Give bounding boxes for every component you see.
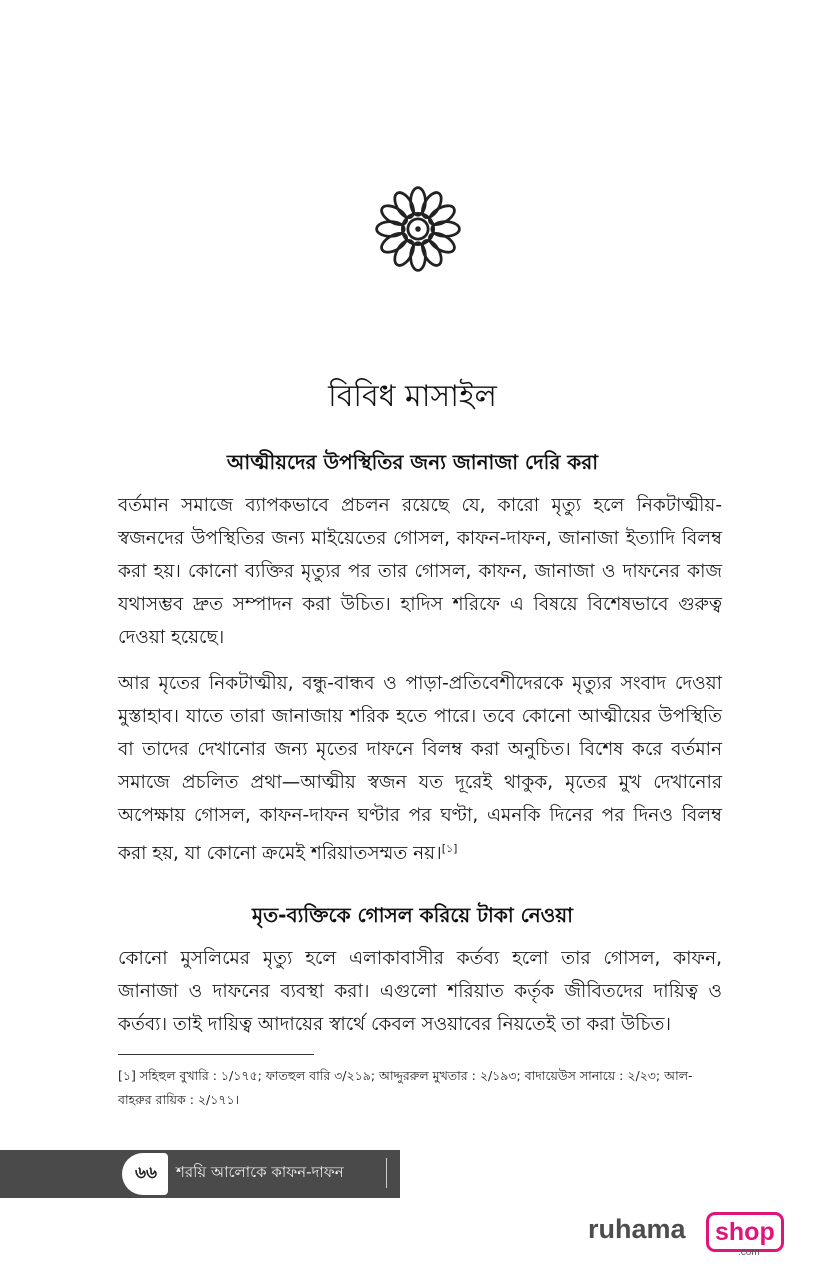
footnote-marker[interactable]: [১] [441, 842, 458, 855]
footnote: [১] সহিহুল বুখারি : ১/১৭৫; ফাতহুল বারি ৩/২১৯; আদ্দুররুল মুখতার : ২/১৯৩; বাদায়েউস সানায়ে : ২/২৩; আল-বাহরুর রায়িক : ২/১৭১। [118, 1068, 693, 1107]
paragraph-2 [118, 667, 722, 870]
logo-ruhama-text: ruhama [588, 1214, 686, 1244]
logo-com-text: .com [738, 1247, 760, 1258]
footnote-divider [118, 1054, 314, 1055]
footer-separator [386, 1158, 387, 1188]
ruhamashop-logo [588, 1210, 778, 1260]
book-title: শরয়ি আলোকে কাফন-দাফন [176, 1163, 344, 1181]
section-title-paid-washing: মৃত-ব্যক্তিকে গোসল করিয়ে টাকা নেওয়া [252, 903, 573, 927]
page-number: ৬৬ [134, 1163, 158, 1183]
paragraph-2-text: আর মৃতের নিকটাত্মীয়, বন্ধু-বান্ধব ও পাড়া-প্রতিবেশীদেরকে মৃত্যুর সংবাদ দেওয়া মুস্তাহাব। যাতে তারা জানাজায় শরিক হতে পারে। তবে কোনো আত্মীয়ের উপস্থিতি বা তাদের দেখানোর জন্য মৃতের দাফনে বিলম্ব করা অনুচিত। বিশেষ করে বর্তমান সমাজে প্রচলিত প্রথা—আত্মীয় স্বজন যত দূরেই থাকুক, মৃতের মুখ দেখানোর অপেক্ষায় গোসল, কাফন-দাফন ঘণ্টার পর ঘণ্টা, এমনকি দিনের পর দিনও বিলম্ব করা হয়, যা কোনো ক্রমেই শরিয়াতসম্মত নয়। [118, 673, 722, 865]
chapter-title: বিবিধ মাসাইল [328, 379, 497, 414]
logo-shop-text: shop [706, 1212, 784, 1252]
section-title-relatives-delay: আত্মীয়দের উপস্থিতির জন্য জানাজা দেরি করা [226, 450, 599, 474]
mandala-ornament-icon [372, 183, 464, 275]
paragraph-3: কোনো মুসলিমের মৃত্যু হলে এলাকাবাসীর কর্তব্য হলো তার গোসল, কাফন, জানাজা ও দাফনের ব্যবস্থা করা। এগুলো শরিয়াত কর্তৃক জীবিতদের দায়িত্ব ও কর্তব্য। তাই দায়িত্ব আদায়ের স্বার্থে কেবল সওয়াবের নিয়তেই তা করা উচিত। [118, 948, 722, 1035]
paragraph-1: বর্তমান সমাজে ব্যাপকভাবে প্রচলন রয়েছে যে, কারো মৃত্যু হলে নিকটাত্মীয়-স্বজনদের উপস্থিতির জন্য মাইয়েতের গোসল, কাফন-দাফন, জানাজা ইত্যাদি বিলম্ব করা হয়। কোনো ব্যক্তির মৃত্যুর পর তার গোসল, কাফন, জানাজা ও দাফনের কাজ যথাসম্ভব দ্রুত সম্পাদন করা উচিত। হাদিস শরিফে এ বিষয়ে বিশেষভাবে গুরুত্ব দেওয়া হয়েছে। [118, 495, 722, 648]
